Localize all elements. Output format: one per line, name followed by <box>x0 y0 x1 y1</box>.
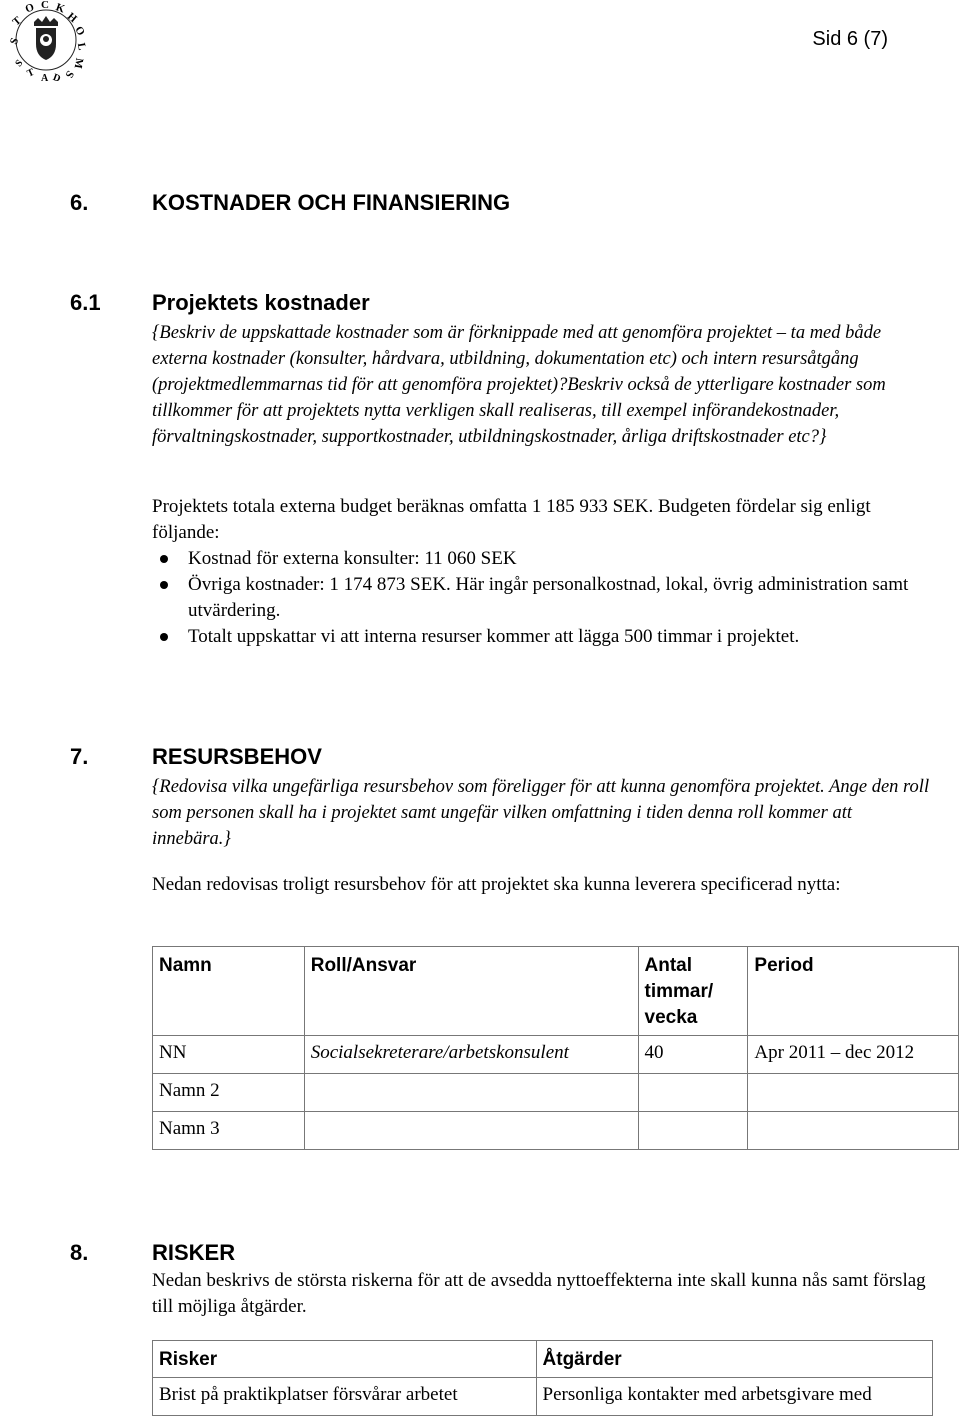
table-row <box>153 1378 933 1416</box>
column-header: Risker <box>153 1341 537 1378</box>
section-number: 7. <box>70 744 89 769</box>
section-6-1-body: Projektets totala externa budget beräknas omfatta 1 185 933 SEK. Budgeten fördelar sig enligt följande: <box>152 496 871 543</box>
table-row <box>153 1112 959 1150</box>
risk-table <box>152 1340 933 1416</box>
section-6-1-heading <box>70 290 370 316</box>
svg-text:T: T <box>10 14 24 29</box>
section-title: KOSTNADER OCH FINANSIERING <box>152 190 511 215</box>
section-7-heading <box>70 744 322 770</box>
table-cell: Personliga kontakter med arbetsgivare med <box>536 1378 932 1416</box>
svg-text:K: K <box>54 1 67 16</box>
table-header-row <box>153 947 959 1036</box>
table-cell <box>748 1112 959 1150</box>
section-8-heading <box>70 1240 235 1266</box>
column-header: Roll/Ansvar <box>304 947 638 1036</box>
table-header-row <box>153 1341 933 1378</box>
resource-table <box>152 946 959 1150</box>
table-cell <box>638 1074 748 1112</box>
column-header: Antal timmar/ vecka <box>638 947 748 1036</box>
section-title: RISKER <box>152 1240 236 1265</box>
svg-text:S: S <box>62 68 77 80</box>
table-cell: Socialsekreterare/arbetskonsulent <box>304 1036 638 1074</box>
svg-text:T: T <box>25 66 37 80</box>
table-cell: Brist på praktikplatser försvårar arbetet <box>153 1378 537 1416</box>
list-item: Totalt uppskattar vi att interna resurser kommer att lägga 500 timmar i projektet. <box>152 624 912 650</box>
table-cell <box>304 1074 638 1112</box>
table-cell <box>304 1112 638 1150</box>
section-7-instructions: {Redovisa vilka ungefärliga resursbehov som föreligger för att kunna genomföra projektet. Ange den roll som personen skall ha i projektet samt ungefär vilken omfattning i tiden denna roll kommer att innebära.} <box>152 777 930 849</box>
section-number: 6. <box>70 190 89 215</box>
bullet-icon <box>160 555 168 563</box>
svg-text:L: L <box>74 41 88 52</box>
svg-text:M: M <box>71 57 86 70</box>
column-header: Åtgärder <box>536 1341 932 1378</box>
svg-text:S: S <box>7 36 22 47</box>
section-number: 6.1 <box>70 290 101 315</box>
svg-text:O: O <box>72 24 87 38</box>
bullet-icon <box>160 633 168 641</box>
column-header: Period <box>748 947 959 1036</box>
svg-text:D: D <box>51 72 62 84</box>
table-cell: Apr 2011 – dec 2012 <box>748 1036 959 1074</box>
section-number: 8. <box>70 1240 89 1265</box>
instructions-part-1: {Beskriv de uppskattade kostnader som är förknippade med att genomföra projektet – ta med både externa kostnader (konsulter, hårdvara, utbildning, dokumentation etc) och intern resursåtgång (projektmedlemmarnas tid för att genomföra projektet)? <box>152 323 882 395</box>
cost-bullet-list <box>152 546 912 650</box>
list-item: Kostnad för externa konsulter: 11 060 SEK <box>152 546 912 572</box>
table-cell <box>638 1112 748 1150</box>
section-title: Projektets kostnader <box>152 290 370 315</box>
instructions-part-2: Beskriv också de ytterligare kostnader som tillkommer för att projektets nytta verkligen skall realiseras, till exempel införandekostnader, förvaltningskostnader, supportkostnader, utbildningskostnader, årliga driftskostnader etc?} <box>152 375 886 447</box>
table-row <box>153 1074 959 1112</box>
section-6-1-instructions <box>152 320 932 450</box>
list-item: Övriga kostnader: 1 174 873 SEK. Här ingår personalkostnad, lokal, övrig administration samt utvärdering. <box>152 572 912 624</box>
table-cell: Namn 2 <box>153 1074 305 1112</box>
section-6-heading <box>70 190 510 216</box>
table-cell: NN <box>153 1036 305 1074</box>
table-cell <box>748 1074 959 1112</box>
svg-text:O: O <box>23 1 36 16</box>
svg-text:S: S <box>13 57 26 70</box>
column-header: Namn <box>153 947 305 1036</box>
svg-text:A: A <box>41 73 49 84</box>
stockholms-stad-logo <box>4 0 88 84</box>
section-title: RESURSBEHOV <box>152 744 322 769</box>
section-7-body: Nedan redovisas troligt resursbehov för att projektet ska kunna leverera specificerad nytta: <box>152 874 841 895</box>
table-cell: Namn 3 <box>153 1112 305 1150</box>
table-row <box>153 1036 959 1074</box>
svg-text:H: H <box>64 10 80 26</box>
page-number: Sid 6 (7) <box>812 28 888 50</box>
table-cell: 40 <box>638 1036 748 1074</box>
section-8-body: Nedan beskrivs de största riskerna för att de avsedda nyttoeffekterna inte skall kunna nås samt förslag till möjliga åtgärder. <box>152 1270 926 1317</box>
svg-text:C: C <box>41 0 49 11</box>
bullet-icon <box>160 581 168 589</box>
